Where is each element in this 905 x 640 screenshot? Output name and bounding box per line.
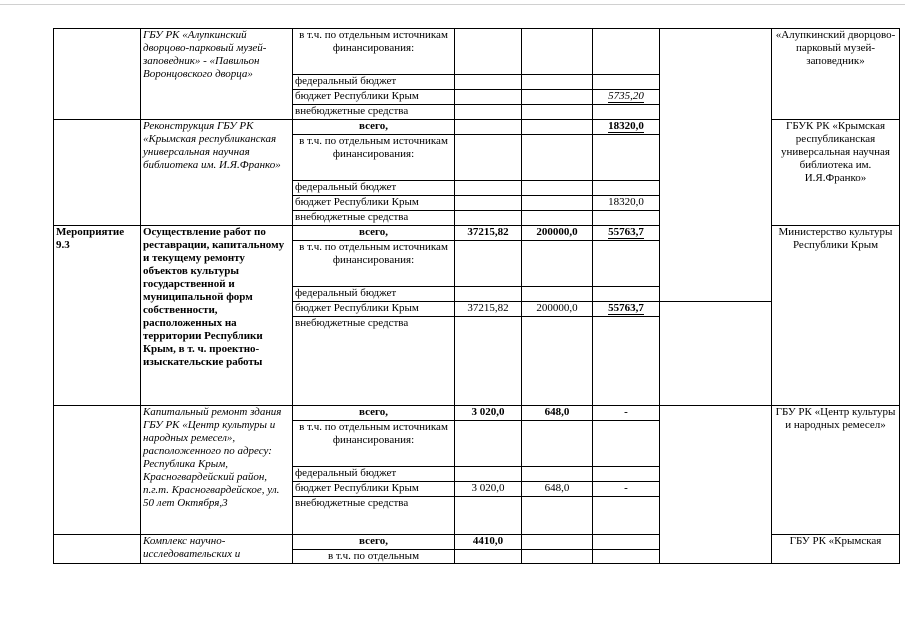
source-federal: федеральный бюджет	[293, 287, 455, 302]
value-cell: -	[593, 406, 660, 421]
source-extra: внебюджетные средства	[293, 317, 455, 406]
object-name: Капитальный ремонт здания ГБУ РК «Центр культуры и народных ремесел», расположенного по адресу: Республика Крым, Красногвардейский район, п.г.т. Красногвардейское, ул. 50 лет Октября,3	[141, 406, 293, 535]
value-cell: 5735,20	[593, 90, 660, 105]
executor-name: «Алупкинский дворцово-парковый музей-заповедник»	[772, 29, 900, 120]
source-total: всего,	[293, 120, 455, 135]
responsible-cell	[660, 29, 772, 302]
value-cell: -	[593, 482, 660, 497]
value-cell: 648,0	[522, 482, 593, 497]
source-budget-rk: бюджет Республики Крым	[293, 482, 455, 497]
value-cell: 3 020,0	[455, 406, 522, 421]
value-cell: 55763,7	[593, 302, 660, 317]
source-incl: в т.ч. по отдельным источникам финансирования:	[293, 241, 455, 287]
measure-cell	[54, 29, 141, 120]
source-budget-rk: бюджет Республики Крым	[293, 196, 455, 211]
source-incl: в т.ч. по отдельным источникам финансирования:	[293, 421, 455, 467]
value-cell: 18320,0	[593, 196, 660, 211]
scan-top-edge	[0, 4, 905, 5]
source-federal: федеральный бюджет	[293, 181, 455, 196]
responsible-name: Министерство культуры Республики Крым	[772, 226, 900, 406]
source-incl: в т.ч. по отдельным источникам финансирования:	[293, 135, 455, 181]
financing-table	[53, 28, 900, 564]
value-cell: 55763,7	[593, 226, 660, 241]
source-total: всего,	[293, 406, 455, 421]
executor-name: ГБУ РК «Центр культуры и народных ремесел»	[772, 406, 900, 535]
value-cell: 37215,82	[455, 302, 522, 317]
source-federal: федеральный бюджет	[293, 75, 455, 90]
table-row	[54, 29, 900, 75]
source-extra: внебюджетные средства	[293, 211, 455, 226]
measure-name: Осуществление работ по реставрации, капитальному и текущему ремонту объектов культуры государственной и муниципальной форм собственности, расположенных на территории Республики Крым, в т. ч. проектно-изыскательские работы	[141, 226, 293, 406]
object-name: Комплекс научно-исследовательских и	[141, 535, 293, 564]
value-cell: 200000,0	[522, 226, 593, 241]
source-federal: федеральный бюджет	[293, 467, 455, 482]
table-row	[54, 226, 900, 241]
value-cell: 37215,82	[455, 226, 522, 241]
table-row	[54, 535, 900, 550]
object-name: Реконструкция ГБУ РК «Крымская республиканская универсальная научная библиотека им. И.Я.Франко»	[141, 120, 293, 226]
value-cell: 200000,0	[522, 302, 593, 317]
source-budget-rk: бюджет Республики Крым	[293, 302, 455, 317]
source-total: всего,	[293, 535, 455, 550]
source-extra: внебюджетные средства	[293, 105, 455, 120]
table-row	[54, 120, 900, 135]
object-name: ГБУ РК «Алупкинский дворцово-парковый музей-заповедник» - «Павильон Воронцовского дворца»	[141, 29, 293, 120]
value-cell: 648,0	[522, 406, 593, 421]
source-incl: в т.ч. по отдельным источникам финансирования:	[293, 29, 455, 75]
executor-name: ГБУК РК «Крымская республиканская универсальная научная библиотека им. И.Я.Франко»	[772, 120, 900, 226]
source-budget-rk: бюджет Республики Крым	[293, 90, 455, 105]
value-cell: 3 020,0	[455, 482, 522, 497]
table-row	[54, 406, 900, 421]
source-total: всего,	[293, 226, 455, 241]
source-extra: внебюджетные средства	[293, 497, 455, 535]
measure-label: Мероприятие 9.3	[54, 226, 141, 406]
value-cell: 4410,0	[455, 535, 522, 550]
source-incl: в т.ч. по отдельным	[293, 550, 455, 564]
value-cell: 18320,0	[593, 120, 660, 135]
executor-name: ГБУ РК «Крымская	[772, 535, 900, 564]
